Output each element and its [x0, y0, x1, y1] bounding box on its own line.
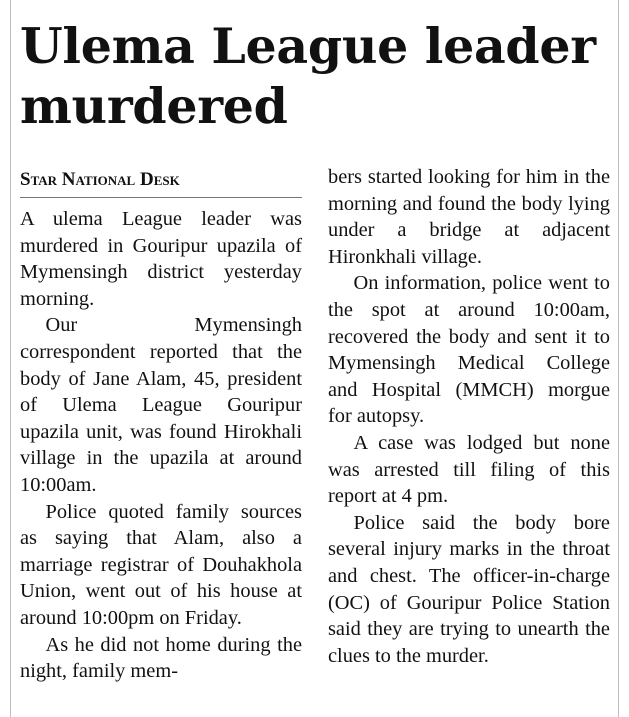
paragraph: As he did not home during the night, family mem- [20, 633, 302, 683]
paragraph: Our Mymensingh correspondent reported that the body of Jane Alam, 45, president of Ulema League Gouripur upazila unit, was found Hirokhali village in the upazila at around 10:00am. [20, 314, 302, 496]
paragraph: Police quoted family sources as saying that Alam, also a marriage registrar of Douhakhola Union, went out of his house at around 10:00pm on Friday. [20, 500, 302, 629]
article-column-left [20, 206, 302, 685]
byline-divider [20, 197, 302, 198]
paragraph: Police said the body bore several injury marks in the throat and chest. The officer-in-charge (OC) of Gouripur Police Station said they are trying to unearth the clues to the murder. [328, 511, 610, 667]
paragraph: A case was lodged but none was arrested till filing of this report at 4 pm. [328, 431, 610, 508]
article-column-right [328, 164, 610, 669]
headline: Ulema League leader murdered [20, 17, 596, 135]
paragraph: On information, police went to the spot at around 10:00am, recovered the body and sent it to Mymensingh Medical College and Hospital (MMCH) morgue for autopsy. [328, 272, 610, 428]
paragraph: bers started looking for him in the morning and found the body lying under a bridge at adjacent Hironkhali village. [328, 166, 610, 268]
paragraph: A ulema League leader was murdered in Gouripur upazila of Mymensingh district yesterday morning. [20, 208, 302, 310]
column-rule-left [10, 0, 11, 717]
byline: Star National Desk [20, 169, 180, 190]
